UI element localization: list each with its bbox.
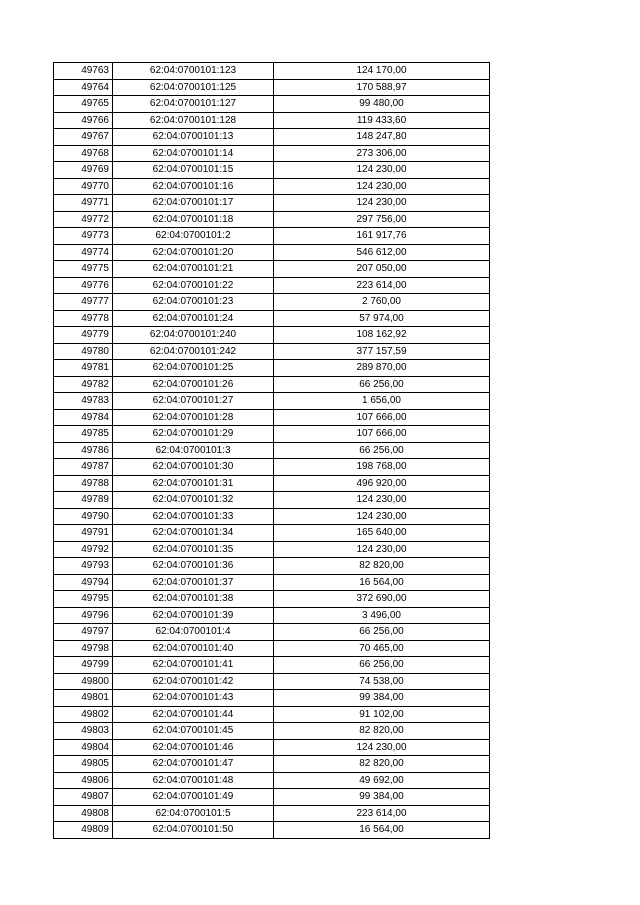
cadastral-number-cell: 62:04:0700101:33	[113, 508, 274, 525]
cadastral-number-cell: 62:04:0700101:37	[113, 574, 274, 591]
table-row	[54, 129, 490, 146]
table-row	[54, 228, 490, 245]
table-row	[54, 772, 490, 789]
row-id-cell: 49779	[54, 327, 113, 344]
row-id-cell: 49770	[54, 178, 113, 195]
table-row	[54, 343, 490, 360]
cadastral-number-cell: 62:04:0700101:27	[113, 393, 274, 410]
cadastral-value-cell: 124 170,00	[274, 63, 490, 80]
table-row	[54, 591, 490, 608]
row-id-cell: 49793	[54, 558, 113, 575]
row-id-cell: 49791	[54, 525, 113, 542]
cadastral-value-cell: 70 465,00	[274, 640, 490, 657]
cadastral-number-cell: 62:04:0700101:25	[113, 360, 274, 377]
cadastral-number-cell: 62:04:0700101:14	[113, 145, 274, 162]
table-row	[54, 112, 490, 129]
cadastral-number-cell: 62:04:0700101:44	[113, 706, 274, 723]
row-id-cell: 49775	[54, 261, 113, 278]
row-id-cell: 49789	[54, 492, 113, 509]
cadastral-value-cell: 82 820,00	[274, 723, 490, 740]
cadastral-number-cell: 62:04:0700101:18	[113, 211, 274, 228]
row-id-cell: 49783	[54, 393, 113, 410]
row-id-cell: 49799	[54, 657, 113, 674]
cadastral-number-cell: 62:04:0700101:30	[113, 459, 274, 476]
cadastral-value-cell: 124 230,00	[274, 492, 490, 509]
cadastral-value-cell: 49 692,00	[274, 772, 490, 789]
table-row	[54, 145, 490, 162]
table-row	[54, 294, 490, 311]
row-id-cell: 49796	[54, 607, 113, 624]
cadastral-value-cell: 16 564,00	[274, 822, 490, 839]
row-id-cell: 49798	[54, 640, 113, 657]
table-row	[54, 442, 490, 459]
cadastral-value-cell: 66 256,00	[274, 624, 490, 641]
cadastral-number-cell: 62:04:0700101:242	[113, 343, 274, 360]
table-row	[54, 723, 490, 740]
table-row	[54, 558, 490, 575]
cadastral-number-cell: 62:04:0700101:240	[113, 327, 274, 344]
cadastral-number-cell: 62:04:0700101:5	[113, 805, 274, 822]
cadastral-value-cell: 57 974,00	[274, 310, 490, 327]
cadastral-number-cell: 62:04:0700101:24	[113, 310, 274, 327]
cadastral-number-cell: 62:04:0700101:16	[113, 178, 274, 195]
cadastral-number-cell: 62:04:0700101:22	[113, 277, 274, 294]
row-id-cell: 49800	[54, 673, 113, 690]
table-row	[54, 277, 490, 294]
row-id-cell: 49763	[54, 63, 113, 80]
cadastral-value-cell: 223 614,00	[274, 277, 490, 294]
table-row	[54, 310, 490, 327]
table-row	[54, 426, 490, 443]
cadastral-number-cell: 62:04:0700101:48	[113, 772, 274, 789]
cadastral-value-cell: 1 656,00	[274, 393, 490, 410]
table-row	[54, 508, 490, 525]
table-row	[54, 162, 490, 179]
row-id-cell: 49777	[54, 294, 113, 311]
cadastral-value-cell: 124 230,00	[274, 739, 490, 756]
cadastral-number-cell: 62:04:0700101:20	[113, 244, 274, 261]
row-id-cell: 49803	[54, 723, 113, 740]
cadastral-value-cell: 207 050,00	[274, 261, 490, 278]
table-row	[54, 739, 490, 756]
table-row	[54, 178, 490, 195]
row-id-cell: 49782	[54, 376, 113, 393]
row-id-cell: 49784	[54, 409, 113, 426]
cadastral-number-cell: 62:04:0700101:35	[113, 541, 274, 558]
row-id-cell: 49772	[54, 211, 113, 228]
table-row	[54, 640, 490, 657]
cadastral-value-cell: 124 230,00	[274, 195, 490, 212]
cadastral-number-cell: 62:04:0700101:34	[113, 525, 274, 542]
cadastral-value-cell: 99 480,00	[274, 96, 490, 113]
cadastral-value-cell: 124 230,00	[274, 508, 490, 525]
cadastral-number-cell: 62:04:0700101:4	[113, 624, 274, 641]
table-row	[54, 475, 490, 492]
table-row	[54, 624, 490, 641]
table-row	[54, 376, 490, 393]
row-id-cell: 49804	[54, 739, 113, 756]
table-row	[54, 261, 490, 278]
cadastral-number-cell: 62:04:0700101:21	[113, 261, 274, 278]
row-id-cell: 49764	[54, 79, 113, 96]
cadastral-number-cell: 62:04:0700101:26	[113, 376, 274, 393]
cadastral-number-cell: 62:04:0700101:17	[113, 195, 274, 212]
cadastral-value-cell: 99 384,00	[274, 789, 490, 806]
table-body	[54, 63, 490, 839]
cadastral-value-cell: 74 538,00	[274, 673, 490, 690]
row-id-cell: 49786	[54, 442, 113, 459]
row-id-cell: 49767	[54, 129, 113, 146]
cadastral-number-cell: 62:04:0700101:123	[113, 63, 274, 80]
cadastral-number-cell: 62:04:0700101:32	[113, 492, 274, 509]
cadastral-value-cell: 223 614,00	[274, 805, 490, 822]
row-id-cell: 49794	[54, 574, 113, 591]
row-id-cell: 49806	[54, 772, 113, 789]
row-id-cell: 49780	[54, 343, 113, 360]
row-id-cell: 49808	[54, 805, 113, 822]
cadastral-number-cell: 62:04:0700101:46	[113, 739, 274, 756]
cadastral-value-cell: 16 564,00	[274, 574, 490, 591]
table-row	[54, 541, 490, 558]
cadastral-number-cell: 62:04:0700101:125	[113, 79, 274, 96]
cadastral-number-cell: 62:04:0700101:15	[113, 162, 274, 179]
cadastral-value-cell: 546 612,00	[274, 244, 490, 261]
cadastral-number-cell: 62:04:0700101:41	[113, 657, 274, 674]
cadastral-value-cell: 289 870,00	[274, 360, 490, 377]
cadastral-value-cell: 148 247,80	[274, 129, 490, 146]
cadastral-value-cell: 99 384,00	[274, 690, 490, 707]
table-row	[54, 706, 490, 723]
table-row	[54, 79, 490, 96]
cadastral-value-cell: 2 760,00	[274, 294, 490, 311]
cadastral-value-cell: 119 433,60	[274, 112, 490, 129]
cadastral-value-cell: 372 690,00	[274, 591, 490, 608]
cadastral-number-cell: 62:04:0700101:38	[113, 591, 274, 608]
cadastral-value-cell: 91 102,00	[274, 706, 490, 723]
cadastral-number-cell: 62:04:0700101:50	[113, 822, 274, 839]
row-id-cell: 49790	[54, 508, 113, 525]
cadastral-value-cell: 273 306,00	[274, 145, 490, 162]
cadastral-value-cell: 124 230,00	[274, 541, 490, 558]
cadastral-number-cell: 62:04:0700101:42	[113, 673, 274, 690]
cadastral-number-cell: 62:04:0700101:23	[113, 294, 274, 311]
table-row	[54, 690, 490, 707]
cadastral-number-cell: 62:04:0700101:28	[113, 409, 274, 426]
table-row	[54, 822, 490, 839]
cadastral-value-cell: 377 157,59	[274, 343, 490, 360]
row-id-cell: 49781	[54, 360, 113, 377]
row-id-cell: 49805	[54, 756, 113, 773]
row-id-cell: 49801	[54, 690, 113, 707]
cadastral-value-cell: 66 256,00	[274, 657, 490, 674]
table-row	[54, 393, 490, 410]
row-id-cell: 49771	[54, 195, 113, 212]
cadastral-value-cell: 297 756,00	[274, 211, 490, 228]
table-row	[54, 327, 490, 344]
cadastral-value-cell: 3 496,00	[274, 607, 490, 624]
table-row	[54, 525, 490, 542]
cadastral-number-cell: 62:04:0700101:127	[113, 96, 274, 113]
table-row	[54, 574, 490, 591]
row-id-cell: 49809	[54, 822, 113, 839]
cadastral-value-cell: 66 256,00	[274, 376, 490, 393]
cadastral-number-cell: 62:04:0700101:31	[113, 475, 274, 492]
table-row	[54, 244, 490, 261]
cadastral-value-cell: 107 666,00	[274, 409, 490, 426]
cadastral-value-cell: 170 588,97	[274, 79, 490, 96]
table-row	[54, 195, 490, 212]
cadastral-value-cell: 165 640,00	[274, 525, 490, 542]
cadastral-value-cell: 124 230,00	[274, 178, 490, 195]
cadastral-number-cell: 62:04:0700101:2	[113, 228, 274, 245]
row-id-cell: 49792	[54, 541, 113, 558]
cadastral-number-cell: 62:04:0700101:39	[113, 607, 274, 624]
cadastral-value-cell: 66 256,00	[274, 442, 490, 459]
cadastral-value-cell: 161 917,76	[274, 228, 490, 245]
row-id-cell: 49788	[54, 475, 113, 492]
row-id-cell: 49787	[54, 459, 113, 476]
table-row	[54, 409, 490, 426]
cadastral-number-cell: 62:04:0700101:128	[113, 112, 274, 129]
table-row	[54, 657, 490, 674]
cadastral-value-cell: 82 820,00	[274, 756, 490, 773]
cadastral-value-cell: 198 768,00	[274, 459, 490, 476]
table-row	[54, 63, 490, 80]
table-row	[54, 673, 490, 690]
row-id-cell: 49768	[54, 145, 113, 162]
table-row	[54, 459, 490, 476]
cadastral-number-cell: 62:04:0700101:47	[113, 756, 274, 773]
row-id-cell: 49765	[54, 96, 113, 113]
row-id-cell: 49795	[54, 591, 113, 608]
cadastral-number-cell: 62:04:0700101:45	[113, 723, 274, 740]
table-row	[54, 96, 490, 113]
cadastral-number-cell: 62:04:0700101:29	[113, 426, 274, 443]
row-id-cell: 49766	[54, 112, 113, 129]
cadastral-number-cell: 62:04:0700101:49	[113, 789, 274, 806]
cadastral-number-cell: 62:04:0700101:3	[113, 442, 274, 459]
row-id-cell: 49797	[54, 624, 113, 641]
row-id-cell: 49778	[54, 310, 113, 327]
cadastral-number-cell: 62:04:0700101:13	[113, 129, 274, 146]
cadastral-number-cell: 62:04:0700101:36	[113, 558, 274, 575]
table-row	[54, 789, 490, 806]
cadastral-number-cell: 62:04:0700101:40	[113, 640, 274, 657]
cadastral-value-table	[53, 62, 490, 839]
table-row	[54, 492, 490, 509]
table-row	[54, 607, 490, 624]
cadastral-number-cell: 62:04:0700101:43	[113, 690, 274, 707]
row-id-cell: 49807	[54, 789, 113, 806]
row-id-cell: 49773	[54, 228, 113, 245]
cadastral-value-cell: 124 230,00	[274, 162, 490, 179]
row-id-cell: 49774	[54, 244, 113, 261]
table-row	[54, 211, 490, 228]
table-row	[54, 805, 490, 822]
row-id-cell: 49776	[54, 277, 113, 294]
row-id-cell: 49769	[54, 162, 113, 179]
table-row	[54, 756, 490, 773]
row-id-cell: 49802	[54, 706, 113, 723]
row-id-cell: 49785	[54, 426, 113, 443]
table-row	[54, 360, 490, 377]
cadastral-value-cell: 107 666,00	[274, 426, 490, 443]
cadastral-value-cell: 496 920,00	[274, 475, 490, 492]
cadastral-value-cell: 108 162,92	[274, 327, 490, 344]
cadastral-value-cell: 82 820,00	[274, 558, 490, 575]
